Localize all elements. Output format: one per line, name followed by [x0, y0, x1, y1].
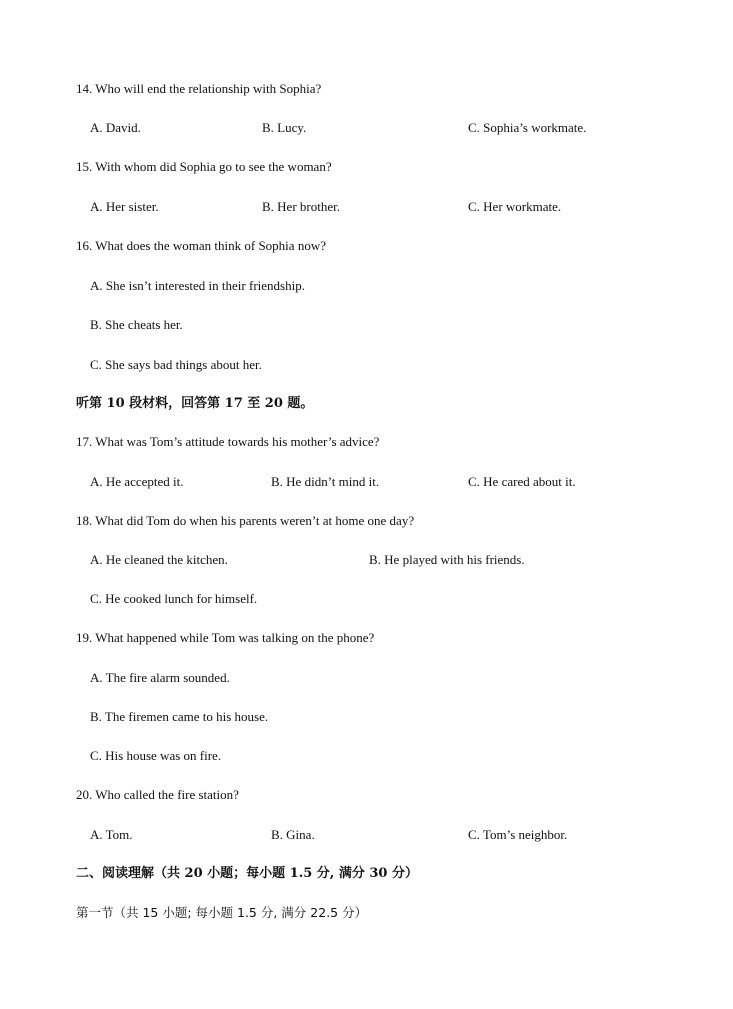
q17-option-b: B. He didn’t mind it.: [271, 474, 380, 489]
q14-stem: 14. Who will end the relationship with Sophia?: [76, 81, 322, 96]
section-10-heading: 听第 10 段材料，回答第 17 至 20 题。: [76, 396, 314, 411]
q17-option-a: A. He accepted it.: [90, 474, 184, 489]
q14-option-a: A. David.: [90, 120, 141, 135]
q15-option-a: A. Her sister.: [90, 199, 159, 214]
q17-stem: 17. What was Tom’s attitude towards his mother’s advice?: [76, 434, 380, 449]
q16-option-a: A. She isn’t interested in their friendship.: [90, 278, 305, 293]
q19-stem: 19. What happened while Tom was talking on the phone?: [76, 630, 375, 645]
q20-option-b: B. Gina.: [271, 827, 315, 842]
q15-option-b: B. Her brother.: [262, 199, 340, 214]
q20-stem: 20. Who called the fire station?: [76, 787, 239, 802]
q15-stem: 15. With whom did Sophia go to see the woman?: [76, 159, 332, 174]
q19-option-a: A. The fire alarm sounded.: [90, 670, 230, 685]
q16-option-c: C. She says bad things about her.: [90, 357, 262, 372]
q15-option-c: C. Her workmate.: [468, 199, 562, 214]
q16-option-b: B. She cheats her.: [90, 317, 183, 332]
part-2-heading: 二、阅读理解（共 20 小题；每小题 1.5 分, 满分 30 分）: [76, 866, 419, 881]
q14-option-b: B. Lucy.: [262, 120, 307, 135]
q20-option-c: C. Tom’s neighbor.: [468, 827, 568, 842]
q19-option-b: B. The firemen came to his house.: [90, 709, 269, 724]
q17-option-c: C. He cared about it.: [468, 474, 576, 489]
q16-stem: 16. What does the woman think of Sophia now?: [76, 238, 326, 253]
q18-stem: 18. What did Tom do when his parents weren’t at home one day?: [76, 513, 415, 528]
q18-option-a: A. He cleaned the kitchen.: [90, 552, 228, 567]
q18-option-c: C. He cooked lunch for himself.: [90, 591, 258, 606]
q18-option-b: B. He played with his friends.: [369, 552, 525, 567]
q19-option-c: C. His house was on fire.: [90, 748, 222, 763]
q20-option-a: A. Tom.: [90, 827, 133, 842]
q14-option-c: C. Sophia’s workmate.: [468, 120, 587, 135]
part-2-section-1-heading: 第一节（共 15 小题; 每小题 1.5 分, 满分 22.5 分）: [76, 905, 368, 920]
